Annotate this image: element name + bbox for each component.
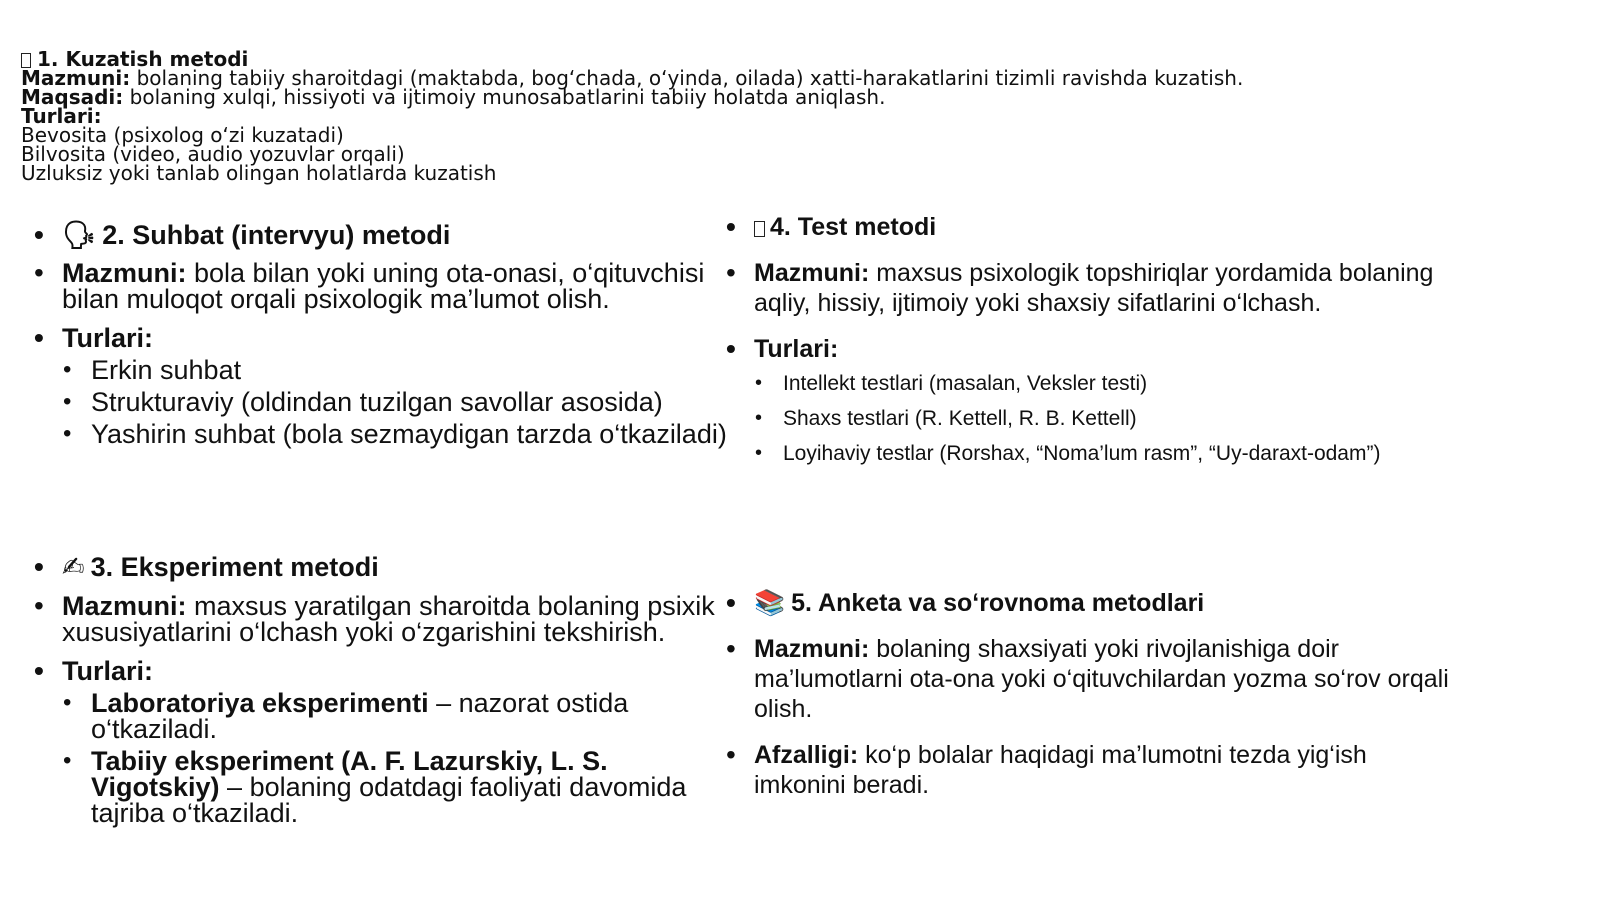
- observation-title: 1. Kuzatish metodi: [21, 50, 1421, 69]
- experiment-content: • Mazmuni: maxsus yaratilgan sharoitda bolaning psixik xususiyatlarini o‘lchash yoki o‘zgarishini tekshirish.: [32, 593, 732, 645]
- survey-advantage: • Afzalligi: ko‘p bolalar haqidagi ma’lumotni tezda yig‘ish imkonini beradi.: [724, 740, 1464, 800]
- survey-title: • 📚 5. Anketa va so‘rovnoma metodlari: [724, 588, 1464, 618]
- observation-content-text: bolaning tabiiy sharoitdagi (maktabda, bog‘chada, o‘yinda, oilada) xatti-harakatlarini tizimli ravishda kuzatish.: [130, 66, 1244, 90]
- experiment-section: [32, 554, 732, 826]
- interview-types-label: • Turlari:: [32, 325, 732, 351]
- observation-types-label: Turlari:: [21, 104, 102, 128]
- observation-type-item: Uzluksiz yoki tanlab olingan holatlarda kuzatish: [21, 161, 497, 185]
- interview-section: [32, 222, 732, 447]
- observation-type-item: Bevosita (psixolog o‘zi kuzatadi): [21, 123, 344, 147]
- interview-content: • Mazmuni: bola bilan yoki uning ota-onasi, o‘qituvchisi bilan muloqot orqali psixologik ma’lumot olish.: [32, 260, 732, 312]
- missing-glyph-icon: [754, 221, 765, 237]
- books-icon: 📚: [754, 589, 786, 617]
- writing-hand-icon: ✍: [62, 552, 85, 582]
- experiment-type-item: • Tabiiy eksperiment (A. F. Lazurskiy, L. S. Vigotskiy) – bolaning odatdagi faoliyati davomida tajriba o‘tkaziladi.: [62, 748, 732, 826]
- interview-type-item: • Erkin suhbat: [62, 357, 732, 383]
- experiment-types-label: • Turlari:: [32, 658, 732, 684]
- observation-section: [21, 47, 1421, 185]
- test-types-label: • Turlari:: [724, 334, 1464, 364]
- observation-type-item: Bilvosita (video, audio yozuvlar orqali): [21, 142, 405, 166]
- observation-content-label: Mazmuni:: [21, 66, 131, 90]
- test-type-item: • Intellekt testlari (masalan, Veksler testi): [754, 370, 1464, 397]
- observation-purpose-text: bolaning xulqi, hissiyoti va ijtimoiy munosabatlarini tabiiy holatda aniqlash.: [123, 85, 886, 109]
- experiment-title: • ✍ 3. Eksperiment metodi: [32, 554, 732, 580]
- test-title: • 4. Test metodi: [724, 212, 1464, 242]
- test-content: • Mazmuni: maxsus psixologik topshiriqlar yordamida bolaning aqliy, hissiy, ijtimoiy yoki shaxsiy sifatlarini o‘lchash.: [724, 258, 1464, 318]
- survey-content: • Mazmuni: bolaning shaxsiyati yoki rivojlanishiga doir ma’lumotlarni ota-ona yoki o‘qituvchilardan yozma so‘rov orqali olish.: [724, 634, 1464, 724]
- experiment-type-item: • Laboratoriya eksperimenti – nazorat ostida o‘tkaziladi.: [62, 690, 732, 742]
- survey-section: [724, 588, 1464, 800]
- interview-type-item: • Yashirin suhbat (bola sezmaydigan tarzda o‘tkaziladi): [62, 421, 732, 447]
- observation-purpose: [21, 85, 1421, 109]
- interview-type-item: • Strukturaviy (oldindan tuzilgan savollar asosida): [62, 389, 732, 415]
- test-type-item: • Shaxs testlari (R. Kettell, R. B. Kettell): [754, 405, 1464, 432]
- speaking-head-icon: 🗣: [62, 220, 97, 250]
- test-section: [724, 212, 1464, 467]
- test-type-item: • Loyihaviy testlar (Rorshax, “Noma’lum rasm”, “Uy-daraxt-odam”): [754, 440, 1464, 467]
- observation-purpose-label: Maqsadi:: [21, 85, 124, 109]
- interview-title: • 🗣 2. Suhbat (intervyu) metodi: [32, 222, 732, 248]
